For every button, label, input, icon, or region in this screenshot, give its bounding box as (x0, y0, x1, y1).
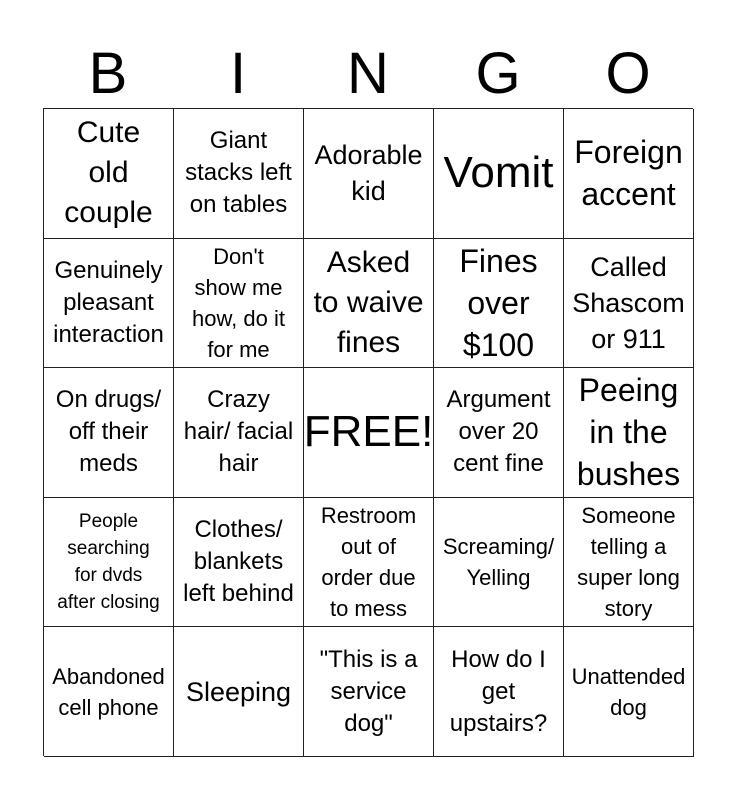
cell-text: Fines over $100 (459, 242, 538, 363)
header-letter-n: N (347, 41, 389, 106)
bingo-cell-r2c1[interactable] (44, 239, 174, 369)
bingo-cell-r3c3-free[interactable] (304, 368, 434, 498)
header-letter-g: G (475, 41, 521, 106)
bingo-cell-r1c1[interactable] (44, 109, 174, 239)
bingo-cell-r5c5[interactable] (564, 627, 694, 757)
cell-text: People searching for dvds after closing (57, 511, 160, 614)
bingo-cell-r2c3[interactable] (304, 239, 434, 369)
bingo-cell-r1c2[interactable] (174, 109, 304, 239)
bingo-cell-r2c2[interactable] (174, 239, 304, 369)
bingo-cell-r3c4[interactable] (434, 368, 564, 498)
cell-text: How do I get upstairs? (449, 645, 548, 737)
cell-text: Screaming/ Yelling (442, 534, 555, 591)
cell-text: Sleeping (185, 676, 292, 707)
bingo-cell-r1c3[interactable] (304, 109, 434, 239)
header-letter-b: B (88, 41, 128, 106)
bingo-cell-r4c3[interactable] (304, 498, 434, 628)
cell-text: Restroom out of order due to mess (320, 503, 417, 622)
bingo-card (43, 108, 693, 756)
cell-text: Argument over 20 cent fine (446, 386, 551, 478)
cell-text: Adorable kid (314, 140, 423, 207)
cell-text: Clothes/ blankets left behind (183, 516, 294, 608)
bingo-cell-r3c1[interactable] (44, 368, 174, 498)
bingo-cell-r1c4[interactable] (434, 109, 564, 239)
bingo-cell-r4c1[interactable] (44, 498, 174, 628)
cell-text: Asked to waive fines (313, 245, 424, 359)
cell-text: Someone telling a super long story (577, 503, 680, 622)
bingo-cell-r5c2[interactable] (174, 627, 304, 757)
bingo-cell-r5c3[interactable] (304, 627, 434, 757)
cell-text: Peeing in the bushes (576, 372, 681, 493)
cell-text: FREE! (304, 407, 434, 457)
cell-text: Abandoned cell phone (52, 663, 165, 720)
bingo-cell-r4c4[interactable] (434, 498, 564, 628)
bingo-cell-r1c5[interactable] (564, 109, 694, 239)
bingo-cell-r2c5[interactable] (564, 239, 694, 369)
bingo-cell-r4c2[interactable] (174, 498, 304, 628)
cell-text: Foreign accent (574, 134, 683, 213)
cell-text: Unattended dog (571, 663, 686, 720)
bingo-cell-r5c4[interactable] (434, 627, 564, 757)
cell-text: Genuinely pleasant interaction (53, 256, 164, 348)
header-letter-i: I (229, 41, 247, 106)
bingo-cell-r3c5[interactable] (564, 368, 694, 498)
cell-text: Giant stacks left on tables (185, 127, 292, 219)
cell-text: Crazy hair/ facial hair (183, 386, 294, 478)
bingo-header (43, 40, 693, 108)
cell-text: Called Shascom or 911 (572, 251, 685, 354)
bingo-cell-r3c2[interactable] (174, 368, 304, 498)
bingo-cell-r5c1[interactable] (44, 627, 174, 757)
cell-text: "This is a service dog" (319, 645, 418, 737)
cell-text: Vomit (443, 148, 554, 198)
header-letter-o: O (605, 41, 651, 106)
bingo-cell-r4c5[interactable] (564, 498, 694, 628)
cell-text: Don't show me how, do it for me (192, 243, 285, 362)
cell-text: On drugs/ off their meds (55, 386, 162, 478)
cell-text: Cute old couple (64, 116, 153, 230)
bingo-cell-r2c4[interactable] (434, 239, 564, 369)
